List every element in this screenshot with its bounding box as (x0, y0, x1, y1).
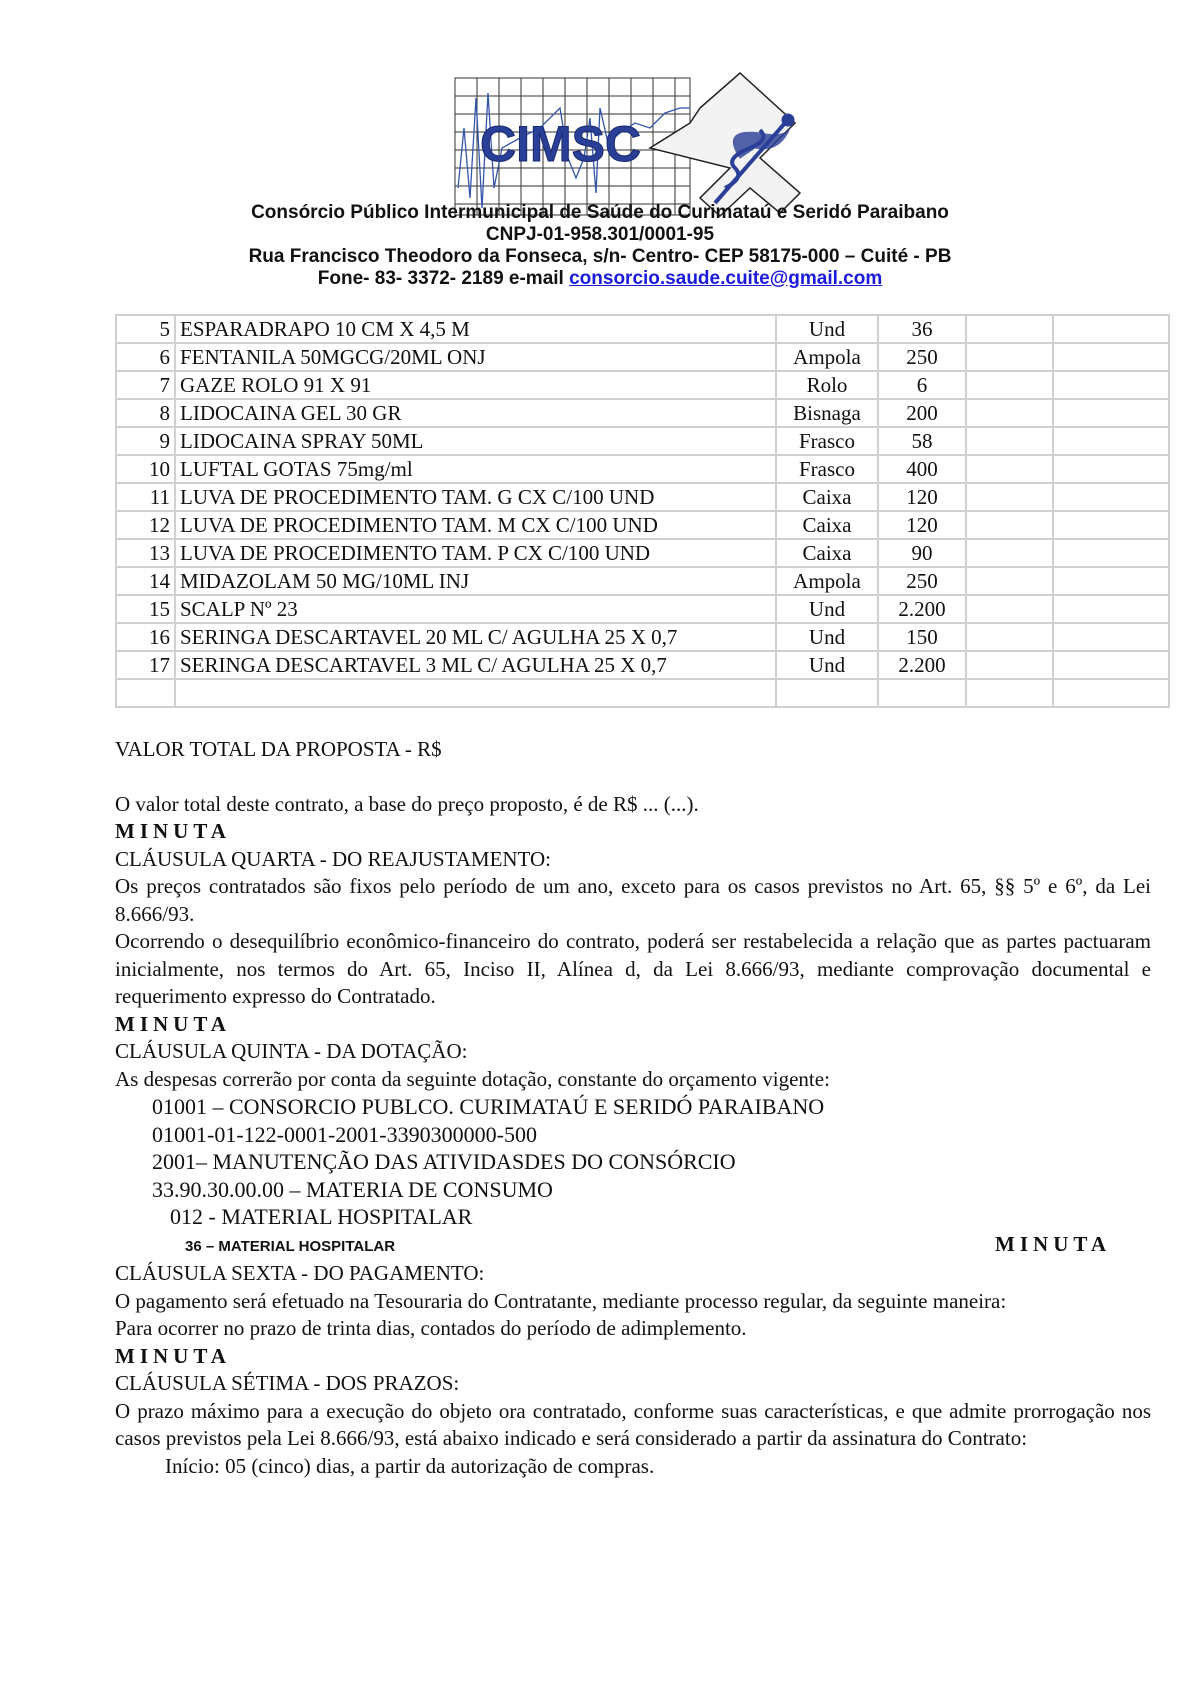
item-number: 5 (116, 315, 175, 343)
budget-line: 01001 – CONSORCIO PUBLCO. CURIMATAÚ E SERIDÓ PARAIBANO (152, 1094, 825, 1119)
item-unit: Ampola (776, 567, 878, 595)
item-unit: Frasco (776, 427, 878, 455)
item-quantity: 150 (878, 623, 966, 651)
item-total-price (1053, 539, 1169, 567)
item-number: 15 (116, 595, 175, 623)
org-address: Rua Francisco Theodoro da Fonseca, s/n- Centro- CEP 58175-000 – Cuité - PB (248, 246, 952, 267)
item-quantity: 120 (878, 483, 966, 511)
item-description (175, 679, 776, 707)
clause7-title: CLÁUSULA SÉTIMA - DOS PRAZOS: (115, 1371, 460, 1395)
table-row (116, 427, 1169, 455)
contract-value-text: O valor total deste contrato, a base do preço proposto, é de R$ ... (...). (115, 791, 699, 816)
item-unit-price (966, 371, 1053, 399)
item-quantity: 250 (878, 567, 966, 595)
minuta-mark: MINUTA (115, 819, 231, 843)
item-unit-price (966, 567, 1053, 595)
table-row (116, 399, 1169, 427)
item-description: FENTANILA 50MGCG/20ML ONJ (175, 343, 776, 371)
item-quantity: 6 (878, 371, 966, 399)
minuta-mark: MINUTA (995, 1231, 1111, 1256)
document-body (115, 736, 1151, 1480)
minuta-mark: MINUTA (115, 1011, 231, 1036)
item-total-price (1053, 567, 1169, 595)
item-description: LUVA DE PROCEDIMENTO TAM. G CX C/100 UND (175, 483, 776, 511)
item-description: SERINGA DESCARTAVEL 3 ML C/ AGULHA 25 X 0,7 (175, 651, 776, 679)
table-row (116, 455, 1169, 483)
item-unit: Rolo (776, 371, 878, 399)
clause5-title: CLÁUSULA QUINTA - DA DOTAÇÃO: (115, 1039, 468, 1063)
budget-line: 36 – MATERIAL HOSPITALAR (185, 1237, 396, 1255)
item-description: ESPARADRAPO 10 CM X 4,5 M (175, 315, 776, 343)
org-name: Consórcio Público Intermunicipal de Saúde do Curimataú e Seridó Paraibano (251, 202, 949, 223)
logo-text: CIMSC (480, 116, 642, 172)
table-row (116, 567, 1169, 595)
item-number: 7 (116, 371, 175, 399)
item-quantity: 2.200 (878, 651, 966, 679)
item-unit-price (966, 343, 1053, 371)
table-row (116, 371, 1169, 399)
item-total-price (1053, 679, 1169, 707)
org-contact (0, 268, 1200, 290)
email-link[interactable]: consorcio.saude.cuite@gmail.com (569, 268, 883, 289)
item-description: LIDOCAINA GEL 30 GR (175, 399, 776, 427)
item-number: 9 (116, 427, 175, 455)
item-unit-price (966, 539, 1053, 567)
item-total-price (1053, 623, 1169, 651)
clause6-paragraph-1: O pagamento será efetuado na Tesouraria do Contratante, mediante processo regular, da seguinte maneira: (115, 1288, 1007, 1313)
budget-line: 01001-01-122-0001-2001-3390300000-500 (152, 1121, 537, 1147)
item-total-price (1053, 371, 1169, 399)
item-unit (776, 679, 878, 707)
item-unit: Und (776, 595, 878, 623)
table-row (116, 483, 1169, 511)
clause4-title: CLÁUSULA QUARTA - DO REAJUSTAMENTO: (115, 846, 552, 871)
item-unit-price (966, 399, 1053, 427)
total-proposal-label: VALOR TOTAL DA PROPOSTA - R$ (115, 737, 442, 761)
item-total-price (1053, 595, 1169, 623)
table-row (116, 651, 1169, 679)
item-description: LUFTAL GOTAS 75mg/ml (175, 455, 776, 483)
item-number: 17 (116, 651, 175, 679)
table-row (116, 539, 1169, 567)
item-total-price (1053, 427, 1169, 455)
item-quantity: 250 (878, 343, 966, 371)
clause5-intro: As despesas correrão por conta da seguinte dotação, constante do orçamento vigente: (115, 1066, 830, 1091)
table-row (116, 623, 1169, 651)
items-table (115, 314, 1170, 708)
item-unit-price (966, 511, 1053, 539)
item-unit-price (966, 679, 1053, 707)
item-unit: Frasco (776, 455, 878, 483)
table-row (116, 343, 1169, 371)
item-unit-price (966, 623, 1053, 651)
item-quantity: 120 (878, 511, 966, 539)
item-unit-price (966, 483, 1053, 511)
item-number: 11 (116, 483, 175, 511)
item-total-price (1053, 511, 1169, 539)
item-unit: Bisnaga (776, 399, 878, 427)
item-quantity: 2.200 (878, 595, 966, 623)
item-number: 8 (116, 399, 175, 427)
item-unit-price (966, 651, 1053, 679)
item-quantity: 200 (878, 399, 966, 427)
item-quantity: 400 (878, 455, 966, 483)
clause4-paragraph-1: Os preços contratados são fixos pelo período de um ano, exceto para os casos previstos no Art. 65, §§ 5º e 6º, da Lei 8.666/93. (115, 874, 1151, 926)
item-quantity (878, 679, 966, 707)
clause6-paragraph-2: Para ocorrer no prazo de trinta dias, contados do período de adimplemento. (115, 1316, 747, 1340)
item-unit: Und (776, 315, 878, 343)
table-row (116, 595, 1169, 623)
item-description: LUVA DE PROCEDIMENTO TAM. P CX C/100 UND (175, 539, 776, 567)
item-total-price (1053, 343, 1169, 371)
clause7-paragraph-2: Início: 05 (cinco) dias, a partir da autorização de compras. (165, 1453, 655, 1478)
item-number: 10 (116, 455, 175, 483)
minuta-mark: MINUTA (115, 1343, 231, 1368)
budget-line: 012 - MATERIAL HOSPITALAR (170, 1204, 473, 1229)
item-unit-price (966, 315, 1053, 343)
item-unit: Caixa (776, 483, 878, 511)
budget-line: 33.90.30.00.00 – MATERIA DE CONSUMO (152, 1176, 553, 1202)
clause7-paragraph-1: O prazo máximo para a execução do objeto ora contratado, conforme suas características, e que admite prorrogação nos casos previstos pela Lei 8.666/93, está abaixo indicado e será considerado a partir da assinatura do Contrato: (115, 1398, 1151, 1450)
item-unit: Caixa (776, 539, 878, 567)
item-total-price (1053, 455, 1169, 483)
item-number: 13 (116, 539, 175, 567)
item-number (116, 679, 175, 707)
item-quantity: 90 (878, 539, 966, 567)
item-quantity: 36 (878, 315, 966, 343)
item-unit-price (966, 595, 1053, 623)
table-row (116, 511, 1169, 539)
item-unit: Caixa (776, 511, 878, 539)
item-number: 6 (116, 343, 175, 371)
cimsc-logo (450, 68, 820, 218)
phone-text: Fone- 83- 3372- 2189 e-mail (317, 268, 570, 289)
item-total-price (1053, 399, 1169, 427)
clause4-paragraph-2: Ocorrendo o desequilíbrio econômico-financeiro do contrato, poderá ser restabelecida a relação que as partes pactuaram inicialmente, nos termos do Art. 65, Inciso II, Alínea d, da Lei 8.666/93, mediante comprovação documental e requerimento expresso do Contratado. (115, 929, 1151, 1008)
item-unit-price (966, 455, 1053, 483)
item-unit: Und (776, 623, 878, 651)
item-total-price (1053, 651, 1169, 679)
item-number: 16 (116, 623, 175, 651)
item-total-price (1053, 483, 1169, 511)
item-description: SERINGA DESCARTAVEL 20 ML C/ AGULHA 25 X 0,7 (175, 623, 776, 651)
item-description: MIDAZOLAM 50 MG/10ML INJ (175, 567, 776, 595)
budget-line: 2001– MANUTENÇÃO DAS ATIVIDASDES DO CONSÓRCIO (152, 1149, 736, 1174)
org-cnpj: CNPJ-01-958.301/0001-95 (485, 224, 715, 245)
table-row (116, 315, 1169, 343)
item-description: LIDOCAINA SPRAY 50ML (175, 427, 776, 455)
item-total-price (1053, 315, 1169, 343)
item-unit: Und (776, 651, 878, 679)
item-number: 14 (116, 567, 175, 595)
item-quantity: 58 (878, 427, 966, 455)
item-description: SCALP Nº 23 (175, 595, 776, 623)
item-unit: Ampola (776, 343, 878, 371)
clause6-title: CLÁUSULA SEXTA - DO PAGAMENTO: (115, 1261, 485, 1285)
table-row (116, 679, 1169, 707)
item-description: GAZE ROLO 91 X 91 (175, 371, 776, 399)
item-description: LUVA DE PROCEDIMENTO TAM. M CX C/100 UND (175, 511, 776, 539)
item-unit-price (966, 427, 1053, 455)
item-number: 12 (116, 511, 175, 539)
